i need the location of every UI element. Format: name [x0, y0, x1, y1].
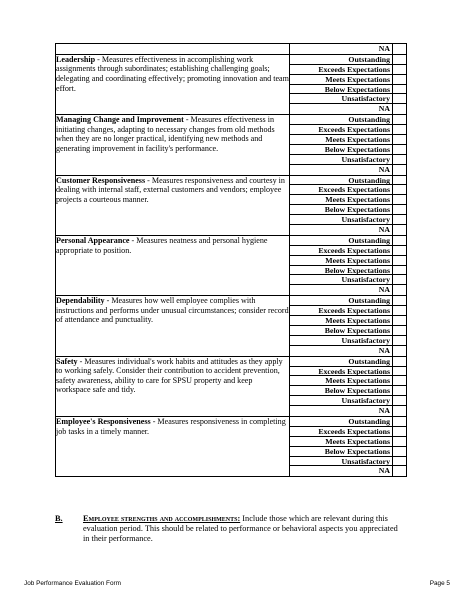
rating-checkbox[interactable]: [393, 376, 406, 386]
rating-checkbox[interactable]: [393, 246, 406, 256]
criterion-title: Employee's Responsiveness: [56, 416, 151, 426]
criterion-description: [56, 44, 290, 55]
rating-label: NA: [378, 164, 390, 174]
rating-checkbox[interactable]: [393, 215, 406, 225]
rating-label: Exceeds Expectations: [290, 306, 392, 316]
checkbox-column: [393, 235, 407, 295]
rating-label: Below Expectations: [290, 145, 392, 155]
rating-label: Exceeds Expectations: [290, 125, 392, 135]
rating-labels: [290, 44, 393, 55]
rating-checkbox[interactable]: [393, 176, 406, 186]
rating-checkbox[interactable]: [393, 135, 406, 145]
criterion-title: Customer Responsiveness: [56, 175, 146, 185]
rating-label: Exceeds Expectations: [290, 246, 392, 256]
rating-checkbox[interactable]: [393, 357, 406, 367]
rating-label: Unsatisfactory: [290, 155, 392, 165]
rating-checkbox[interactable]: [393, 205, 406, 215]
rating-label: Exceeds Expectations: [290, 427, 392, 437]
rating-label: Unsatisfactory: [290, 396, 392, 406]
rating-label: NA: [378, 104, 390, 114]
criterion-description: [56, 235, 290, 295]
rating-checkbox[interactable]: [393, 104, 406, 114]
rating-label: Outstanding: [290, 115, 392, 125]
rating-checkbox[interactable]: [393, 225, 406, 235]
criterion-title: Managing Change and Improvement: [56, 115, 184, 125]
rating-label: NA: [378, 225, 390, 235]
rating-checkbox[interactable]: [393, 386, 406, 396]
rating-label: Meets Expectations: [290, 195, 392, 205]
rating-label: Outstanding: [290, 176, 392, 186]
checkbox-column: [393, 115, 407, 175]
checkbox-column: [393, 356, 407, 416]
rating-label-na: NA: [378, 44, 390, 53]
criterion-title: Personal Appearance: [56, 235, 130, 245]
rating-checkbox[interactable]: [393, 85, 406, 95]
rating-label: Exceeds Expectations: [290, 65, 392, 75]
criterion-row: [56, 115, 407, 175]
rating-checkbox[interactable]: [393, 447, 406, 457]
rating-label: Meets Expectations: [290, 75, 392, 85]
rating-label: Outstanding: [290, 236, 392, 246]
criterion-row: [56, 54, 407, 114]
section-letter: B.: [55, 514, 63, 523]
rating-label: Unsatisfactory: [290, 94, 392, 104]
criterion-row: [56, 235, 407, 295]
rating-checkbox[interactable]: [393, 55, 406, 65]
rating-label: NA: [378, 285, 390, 295]
rating-labels: [290, 356, 393, 416]
table-row-continued: [56, 44, 407, 55]
criterion-row: [56, 175, 407, 235]
criterion-description: [56, 175, 290, 235]
criterion-text: - Measures how well employee complies with instructions and performs under unusual circumstances; consider record of attendance and punctuality.: [56, 296, 289, 325]
rating-checkbox[interactable]: [393, 185, 406, 195]
rating-checkbox[interactable]: [393, 346, 406, 356]
footer-page-number: Page 5: [429, 580, 450, 587]
checkbox-column: [393, 175, 407, 235]
rating-checkbox[interactable]: [393, 236, 406, 246]
rating-labels: [290, 235, 393, 295]
criterion-description: [56, 54, 290, 114]
rating-label: Outstanding: [290, 417, 392, 427]
rating-checkbox[interactable]: [393, 75, 406, 85]
rating-checkbox[interactable]: [393, 195, 406, 205]
criterion-text: - Measures individual's work habits and attitudes as they apply to working safely. Consider their contribution to accident prevention, safety awareness, ability to care for SPSU property and keep workspace safe and tidy.: [56, 356, 283, 395]
rating-labels: [290, 296, 393, 356]
criterion-title: Dependability: [56, 296, 105, 306]
section-text: Include those which are relevant during this evaluation period. This should be related to performance or behavioral aspects you appreciated in their performance.: [83, 514, 398, 543]
footer-form-title: Job Performance Evaluation Form: [24, 580, 121, 587]
rating-labels: [290, 416, 393, 476]
rating-label: NA: [378, 345, 390, 355]
criterion-row: [56, 296, 407, 356]
rating-label: Meets Expectations: [290, 135, 392, 145]
criterion-text: - Measures responsiveness and courtesy in dealing with internal staff, external customers and vendors; employee projects a courteous manner.: [56, 175, 285, 204]
criterion-description: [56, 115, 290, 175]
rating-labels: [290, 54, 393, 114]
rating-checkbox[interactable]: [393, 316, 406, 326]
rating-checkbox[interactable]: [393, 466, 406, 476]
rating-checkbox[interactable]: [393, 145, 406, 155]
rating-labels: [290, 175, 393, 235]
rating-label: Below Expectations: [290, 386, 392, 396]
criterion-description: [56, 356, 290, 416]
rating-checkbox[interactable]: [393, 115, 406, 125]
rating-label: Below Expectations: [290, 447, 392, 457]
rating-checkbox[interactable]: [393, 266, 406, 276]
rating-label: Below Expectations: [290, 205, 392, 215]
criterion-title: Safety: [56, 356, 78, 366]
rating-labels: [290, 115, 393, 175]
rating-checkbox[interactable]: [393, 406, 406, 416]
rating-label: Outstanding: [290, 296, 392, 306]
rating-checkbox[interactable]: [393, 94, 406, 104]
rating-checkbox[interactable]: [393, 437, 406, 447]
criterion-text: - Measures responsiveness in completing job tasks in a timely manner.: [56, 416, 286, 436]
rating-label: Meets Expectations: [290, 437, 392, 447]
checkbox-column: [393, 296, 407, 356]
rating-checkbox[interactable]: [393, 417, 406, 427]
criterion-row: [56, 416, 407, 476]
rating-label: Below Expectations: [290, 326, 392, 336]
criterion-text: - Measures neatness and personal hygiene appropriate to position.: [56, 235, 268, 255]
rating-checkbox[interactable]: [393, 275, 406, 285]
rating-checkbox[interactable]: [393, 155, 406, 165]
criterion-description: [56, 416, 290, 476]
rating-label: Below Expectations: [290, 266, 392, 276]
rating-checkbox[interactable]: [393, 396, 406, 406]
rating-checkbox[interactable]: [393, 457, 406, 467]
rating-label: Outstanding: [290, 357, 392, 367]
rating-label: Unsatisfactory: [290, 457, 392, 467]
criterion-text: - Measures effectiveness in initiating changes, adapting to necessary changes from old methods when they are no longer practical, identifying new methods and generating improvement in facility's performance.: [56, 115, 275, 154]
checkbox-column: [393, 44, 407, 55]
rating-checkbox[interactable]: [393, 256, 406, 266]
rating-label: Below Expectations: [290, 85, 392, 95]
checkbox-column: [393, 54, 407, 114]
rating-checkbox[interactable]: [393, 427, 406, 437]
criterion-title: Leadership: [56, 54, 96, 64]
criterion-description: [56, 296, 290, 356]
rating-checkbox[interactable]: [393, 65, 406, 75]
section-heading: Employee strengths and accomplishments:: [83, 514, 241, 523]
rating-label: Unsatisfactory: [290, 336, 392, 346]
checkbox-column: [393, 416, 407, 476]
rating-checkbox[interactable]: [393, 125, 406, 135]
rating-checkbox[interactable]: [393, 306, 406, 316]
rating-label: NA: [378, 466, 390, 476]
rating-checkbox[interactable]: [393, 326, 406, 336]
rating-checkbox[interactable]: [393, 165, 406, 175]
evaluation-table: [55, 43, 407, 477]
rating-checkbox[interactable]: [393, 367, 406, 377]
rating-checkbox[interactable]: [393, 285, 406, 295]
rating-checkbox[interactable]: [393, 336, 406, 346]
rating-label: Meets Expectations: [290, 256, 392, 266]
rating-label: Unsatisfactory: [290, 275, 392, 285]
rating-label: Unsatisfactory: [290, 215, 392, 225]
rating-label: Exceeds Expectations: [290, 367, 392, 377]
rating-label: Meets Expectations: [290, 376, 392, 386]
criterion-text: - Measures effectiveness in accomplishing work assignments through subordinates; establishing challenging goals; delegating and coordinating effectively; promoting innovation and team effort.: [56, 54, 289, 93]
rating-label: Outstanding: [290, 55, 392, 65]
criterion-row: [56, 356, 407, 416]
rating-checkbox[interactable]: [393, 44, 406, 54]
rating-label: Meets Expectations: [290, 316, 392, 326]
rating-label: NA: [378, 406, 390, 416]
rating-checkbox[interactable]: [393, 296, 406, 306]
section-body: [83, 514, 403, 544]
rating-label: Exceeds Expectations: [290, 185, 392, 195]
